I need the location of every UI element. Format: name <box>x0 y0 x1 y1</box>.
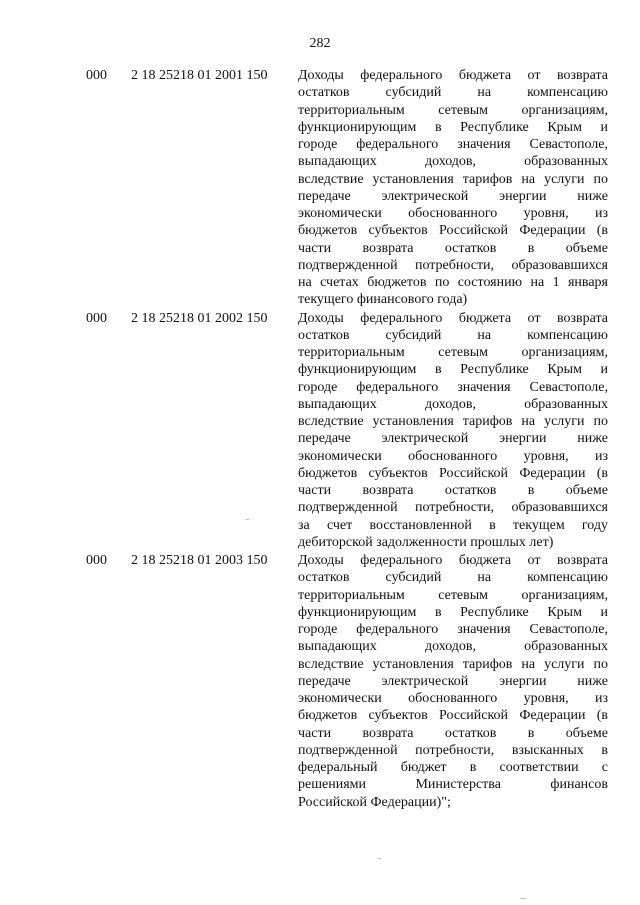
description-line: территориальным сетевым организациям, <box>298 102 608 118</box>
description-line: городе федерального значения Севастополе, <box>298 379 608 395</box>
description-line: подтвержденной потребности, образовавшихся <box>298 500 608 516</box>
admin-code: 000 <box>86 310 107 326</box>
description-line: экономически обоснованного уровня, из <box>298 448 608 464</box>
description-line: Доходы федерального бюджета от возврата <box>298 553 608 568</box>
description-line: Доходы федерального бюджета от возврата <box>298 68 608 83</box>
description-line: подтвержденной потребности, образовавшихся <box>298 257 608 273</box>
admin-code: 000 <box>86 553 107 568</box>
description-line: Доходы федерального бюджета от возврата <box>298 310 608 326</box>
scan-artifact <box>520 898 526 899</box>
description-line: части возврата остатков в объеме <box>298 240 608 256</box>
description-line: Российской Федерации)"; <box>298 794 451 810</box>
description-line: остатков субсидий на компенсацию <box>298 327 608 343</box>
scan-artifact <box>246 519 249 520</box>
description-line: части возврата остатков в объеме <box>298 483 608 498</box>
description-line: на счетах бюджетов по состоянию на 1 января <box>298 275 608 290</box>
description-line: выпадающих доходов, образованных <box>298 639 608 655</box>
description-line: вследствие установления тарифов на услуги по <box>298 656 608 672</box>
description-line: городе федерального значения Севастополе, <box>298 622 608 637</box>
description-line: экономически обоснованного уровня, из <box>298 206 608 221</box>
description-line: за счет восстановленной в текущем году <box>298 517 608 533</box>
kbk-code: 2 18 25218 01 2002 150 <box>131 310 268 326</box>
description-line: подтвержденной потребности, взысканных в <box>298 742 608 758</box>
description-line: вследствие установления тарифов на услуги по <box>298 171 608 187</box>
budget-code-table <box>0 67 640 812</box>
description-line: решениями Министерства финансов <box>298 777 608 793</box>
description-line: бюджетов субъектов Российской Федерации (в <box>298 708 608 724</box>
description-line: остатков субсидий на компенсацию <box>298 570 608 586</box>
description-line: бюджетов субъектов Российской Федерации (в <box>298 223 608 239</box>
table-row <box>0 67 640 309</box>
description-line: дебиторской задолженности прошлых лет) <box>298 534 554 550</box>
admin-code: 000 <box>86 68 107 83</box>
table-row <box>0 552 640 811</box>
description-line: экономически обоснованного уровня, из <box>298 691 608 706</box>
description-line: текущего финансового года) <box>298 292 468 308</box>
description-line: выпадающих доходов, образованных <box>298 396 608 412</box>
revenue-description <box>298 310 608 552</box>
description-line: территориальным сетевым организациям, <box>298 587 608 603</box>
description-line: бюджетов субъектов Российской Федерации (в <box>298 465 608 481</box>
description-line: городе федерального значения Севастополе, <box>298 137 608 152</box>
description-line: передаче электрической энергии ниже <box>298 188 608 204</box>
scan-artifact <box>378 858 381 859</box>
description-line: передаче электрической энергии ниже <box>298 673 608 689</box>
description-line: функционирующим в Республике Крым и <box>298 604 608 620</box>
description-line: функционирующим в Республике Крым и <box>298 362 608 378</box>
description-line: федеральный бюджет в соответствии с <box>298 760 608 775</box>
table-row <box>0 310 640 552</box>
kbk-code: 2 18 25218 01 2001 150 <box>131 68 268 83</box>
page-number: 282 <box>309 36 331 51</box>
description-line: вследствие установления тарифов на услуги по <box>298 414 608 429</box>
description-line: передаче электрической энергии ниже <box>298 431 608 447</box>
description-line: остатков субсидий на компенсацию <box>298 85 608 101</box>
description-line: территориальным сетевым организациям, <box>298 345 608 360</box>
revenue-description <box>298 67 608 309</box>
revenue-description <box>298 552 608 811</box>
description-line: выпадающих доходов, образованных <box>298 154 608 170</box>
description-line: функционирующим в Республике Крым и <box>298 119 608 135</box>
description-line: части возврата остатков в объеме <box>298 725 608 741</box>
kbk-code: 2 18 25218 01 2003 150 <box>131 553 268 568</box>
